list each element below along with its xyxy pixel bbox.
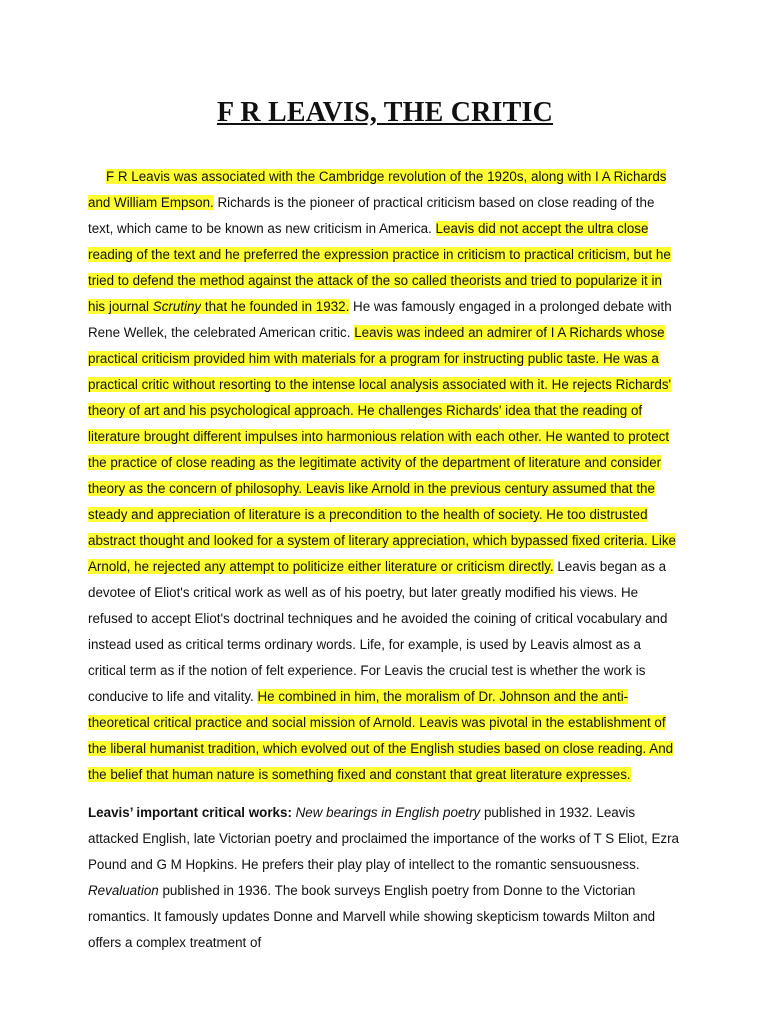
page-title: F R LEAVIS, THE CRITIC — [216, 97, 554, 128]
paragraph1-text-run: Leavis was indeed an admirer of I A Richards whose practical criticism provided him with materials for a program for instructing public taste. He was a practical critic without resorting to the intense local analysis associated with it. He rejects Richards' theory of art and his psychological approach. He challenges Richards' idea that the reading of literature brought different impulses into harmonious relation with each other. He wanted to protect the practice of close reading as the legitimate activity of the department of literature and consider theory as the concern of philosophy. Leavis like Arnold in the previous century assumed that the steady and appreciation of literature is a precondition to the health of society. He too distrusted abstract thought and looked for a system of literary appreciation, which bypassed fixed criteria. Like Arnold, he rejected any attempt to politicize either literature or criticism directly. — [88, 325, 677, 574]
paragraph2-text-run: Revaluation — [88, 883, 159, 898]
paragraph2-text-run: published in 1932. Leavis attacked English, late Victorian poetry and proclaimed the importance of the works of T S Eliot, Ezra Pound and G M Hopkins. He prefers their play play of intellect to the romantic sensuousness. — [88, 805, 679, 872]
paragraph1-text-run: He was famously engaged in a prolonged debate with Rene Wellek, the celebrated American critic. — [88, 299, 672, 340]
paragraph2-text-run: New bearings in English poetry — [295, 805, 481, 820]
document-body — [88, 164, 682, 956]
paragraph1-text-run: Leavis began as a devotee of Eliot's critical work as well as of his poetry, but later greatly modified his views. He refused to accept Eliot's doctrinal techniques and he avoided the coining of critical vocabulary and instead used as critical terms ordinary words. Life, for example, is used by Leavis almost as a critical term as if the notion of felt experience. For Leavis the crucial test is whether the work is conducive to life and vitality. — [88, 559, 668, 704]
paragraph-1 — [88, 164, 682, 788]
paragraph2-text-run: published in 1936. The book surveys English poetry from Donne to the Victorian romantics. It famously updates Donne and Marvell while showing skepticism towards Milton and offers a complex treatment of — [88, 883, 656, 950]
paragraph1-text-run: Leavis did not accept the ultra close reading of the text and he preferred the expression practice in criticism to practical criticism, but he tried to defend the method against the attack of the so called theorists and tried to popularize it in his journal — [88, 221, 671, 314]
paragraph2-text-run: Leavis’ important critical works: — [88, 805, 292, 820]
paragraph1-text-run: F R Leavis was associated with the Cambridge revolution of the 1920s, along with I A Richards and William Empson. — [88, 169, 667, 210]
paragraph1-text-run: that he founded in 1932. — [201, 299, 350, 314]
paragraph1-text-run: He combined in him, the moralism of Dr. Johnson and the anti-theoretical critical practice and social mission of Arnold. Leavis was pivotal in the establishment of the liberal humanist tradition, which evolved out of the English studies based on close reading. And the belief that human nature is something fixed and constant that great literature expresses. — [88, 689, 674, 782]
paragraph-2 — [88, 800, 682, 956]
paragraph1-text-run: Scrutiny — [152, 299, 202, 314]
paragraph1-text-run: Richards is the pioneer of practical criticism based on close reading of the text, which came to be known as new criticism in America. — [88, 195, 655, 236]
